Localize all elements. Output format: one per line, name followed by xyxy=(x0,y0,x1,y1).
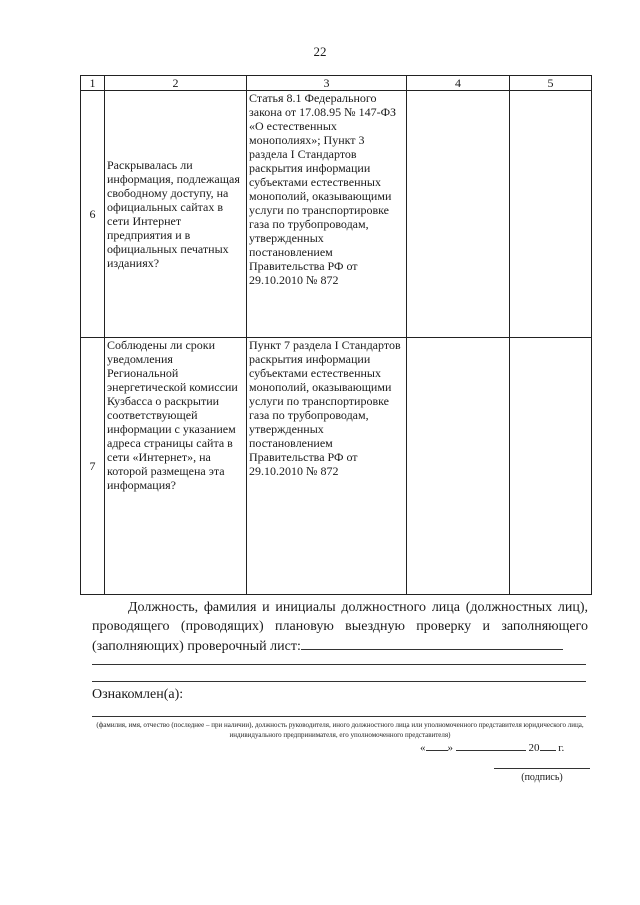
year-prefix: 20 xyxy=(528,742,540,754)
header-cell-4: 4 xyxy=(407,76,510,91)
comment-cell xyxy=(510,91,592,338)
acquainted-label: Ознакомлен(а): xyxy=(92,687,184,702)
page-number: 22 xyxy=(313,44,327,59)
answer-cell xyxy=(407,338,510,595)
year-blank xyxy=(540,740,556,751)
signature-label: (подпись) xyxy=(521,772,563,783)
header-cell-3: 3 xyxy=(247,76,407,91)
fill-line xyxy=(92,664,586,665)
header-cell-1: 1 xyxy=(81,76,105,91)
acquainted-fill-line xyxy=(92,716,586,717)
header-cell-2: 2 xyxy=(105,76,247,91)
question-cell: Соблюдены ли сроки уведомления Региональной энергетической комиссии Кузбасса о раскрытии соответствующей информации с указанием адреса страницы сайта в сети «Интернет», на которой размещена эта информация? xyxy=(105,338,247,595)
inspector-statement-text: Должность, фамилия и инициалы должностного лица (должностных лиц), проводящего (проводящих) плановую выездную проверку и заполняющего (заполняющих) проверочный лист: xyxy=(92,600,588,654)
legal-reference-cell: Пункт 7 раздела I Стандартов раскрытия информации субъектами естественных монополий, оказывающими услуги по транспортировке газа по трубопроводам, утвержденных постановлением Правительства РФ от 29.10.2010 № 872 xyxy=(247,338,407,595)
question-cell: Раскрывалась ли информация, подлежащая свободному доступу, на официальных сайтах в сети Интернет предприятия и в официальных печатных изданиях? xyxy=(105,91,247,338)
inspector-statement xyxy=(92,598,588,656)
checklist-table xyxy=(80,75,592,595)
acquainted-note: (фамилия, имя, отчество (последнее – при наличии), должность руководителя, иного должностного лица или уполномоченного представителя юридического лица, индивидуального предпринимателя, его уполномоченного представителя) xyxy=(96,721,584,739)
table-header-row xyxy=(81,76,592,91)
table-row xyxy=(81,338,592,595)
row-number: 7 xyxy=(81,338,105,595)
signature-line xyxy=(494,768,590,769)
inspector-fill-line xyxy=(301,636,563,650)
day-blank xyxy=(426,740,448,751)
table-row xyxy=(81,91,592,338)
fill-line xyxy=(92,681,586,682)
legal-reference-cell: Статья 8.1 Федерального закона от 17.08.95 № 147-ФЗ «О естественных монополиях»; Пункт 3 раздела I Стандартов раскрытия информации субъектами естественных монополий, оказывающими услуги по транспортировке газа по трубопроводам, утвержденных постановлением Правительства РФ от 29.10.2010 № 872 xyxy=(247,91,407,338)
date-open-quote: « xyxy=(420,742,426,754)
header-cell-5: 5 xyxy=(510,76,592,91)
month-blank xyxy=(456,740,526,751)
comment-cell xyxy=(510,338,592,595)
date-line xyxy=(420,740,564,754)
date-close-quote: » xyxy=(447,742,453,754)
year-suffix: г. xyxy=(558,742,565,754)
answer-cell xyxy=(407,91,510,338)
row-number: 6 xyxy=(81,91,105,338)
